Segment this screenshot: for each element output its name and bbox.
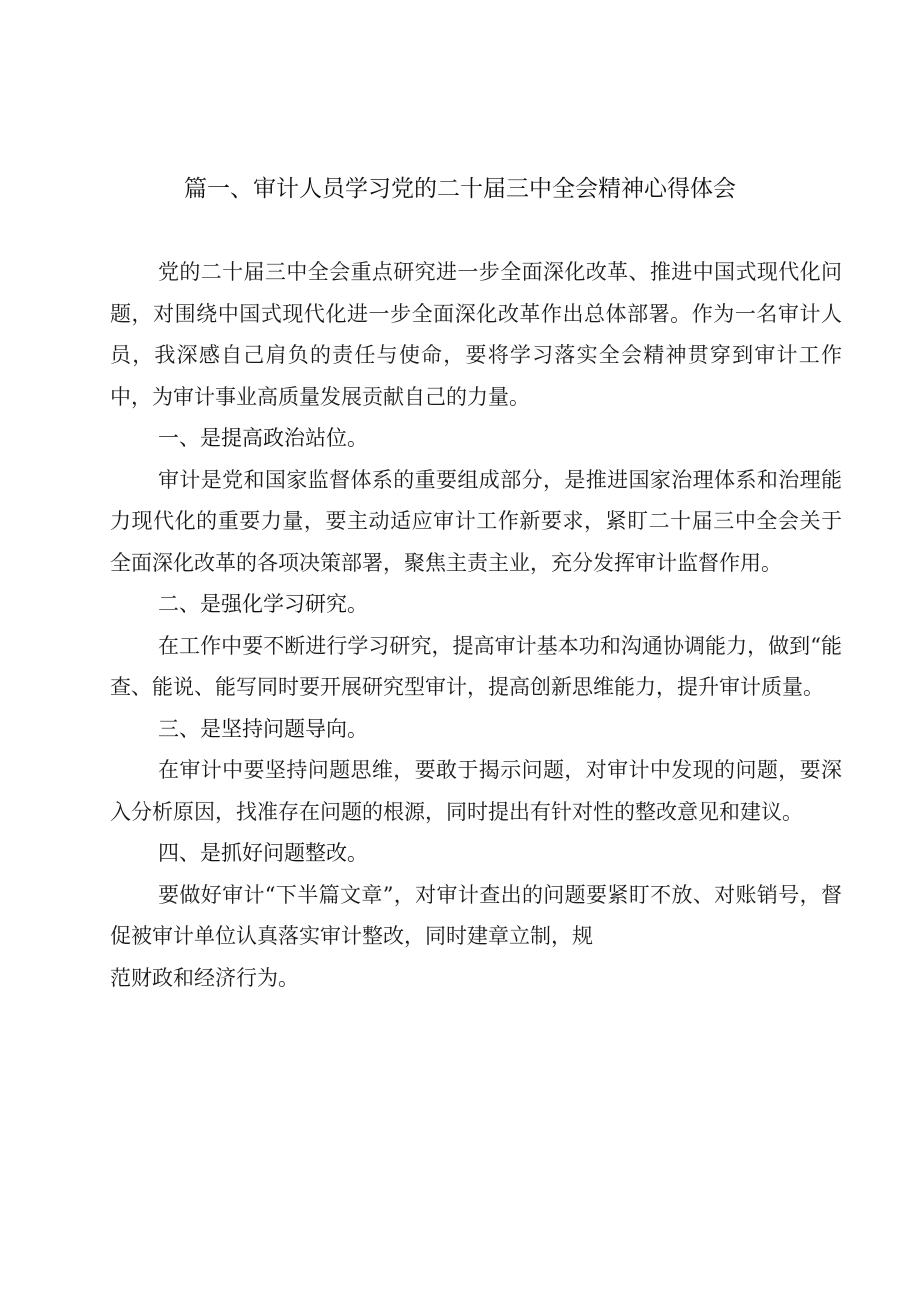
section-paragraph-4-main: 要做好审计“下半篇文章”，对审计查出的问题要紧盯不放、对账销号，督促被审计单位认真落实审计整改，同时建章立制，规: [110, 882, 842, 948]
intro-paragraph: 党的二十届三中全会重点研究进一步全面深化改革、推进中国式现代化问题，对围绕中国式现代化进一步全面深化改革作出总体部署。作为一名审计人员，我深感自己肩负的责任与使命，要将学习落实全会精神贯穿到审计工作中，为审计事业高质量发展贡献自己的力量。: [110, 260, 842, 409]
document-title: 篇一、审计人员学习党的二十届三中全会精神心得体会: [184, 176, 736, 202]
section-paragraph-1: 审计是党和国家监督体系的重要组成部分，是推进国家治理体系和治理能力现代化的重要力量，要主动适应审计工作新要求，紧盯二十届三中全会关于全面深化改革的各项决策部署，聚焦主责主业，充分发挥审计监督作用。: [110, 467, 842, 575]
document-body: [110, 252, 842, 999]
section-heading-2: 二、是强化学习研究。: [158, 592, 368, 616]
section-paragraph-4: [110, 875, 842, 1000]
section-paragraph-2: 在工作中要不断进行学习研究，提高审计基本功和沟通协调能力，做到“能查、能说、能写同时要开展研究型审计，提高创新思维能力，提升审计质量。: [110, 633, 842, 699]
section-heading-1: 一、是提高政治站位。: [158, 426, 368, 450]
section-paragraph-3: 在审计中要坚持问题思维，要敢于揭示问题，对审计中发现的问题，要深入分析原因，找准存在问题的根源，同时提出有针对性的整改意见和建议。: [110, 758, 842, 824]
section-paragraph-4-last-line: 范财政和经济行为。: [110, 965, 299, 990]
section-heading-4: 四、是抓好问题整改。: [158, 841, 368, 865]
section-heading-3: 三、是坚持问题导向。: [158, 716, 368, 741]
